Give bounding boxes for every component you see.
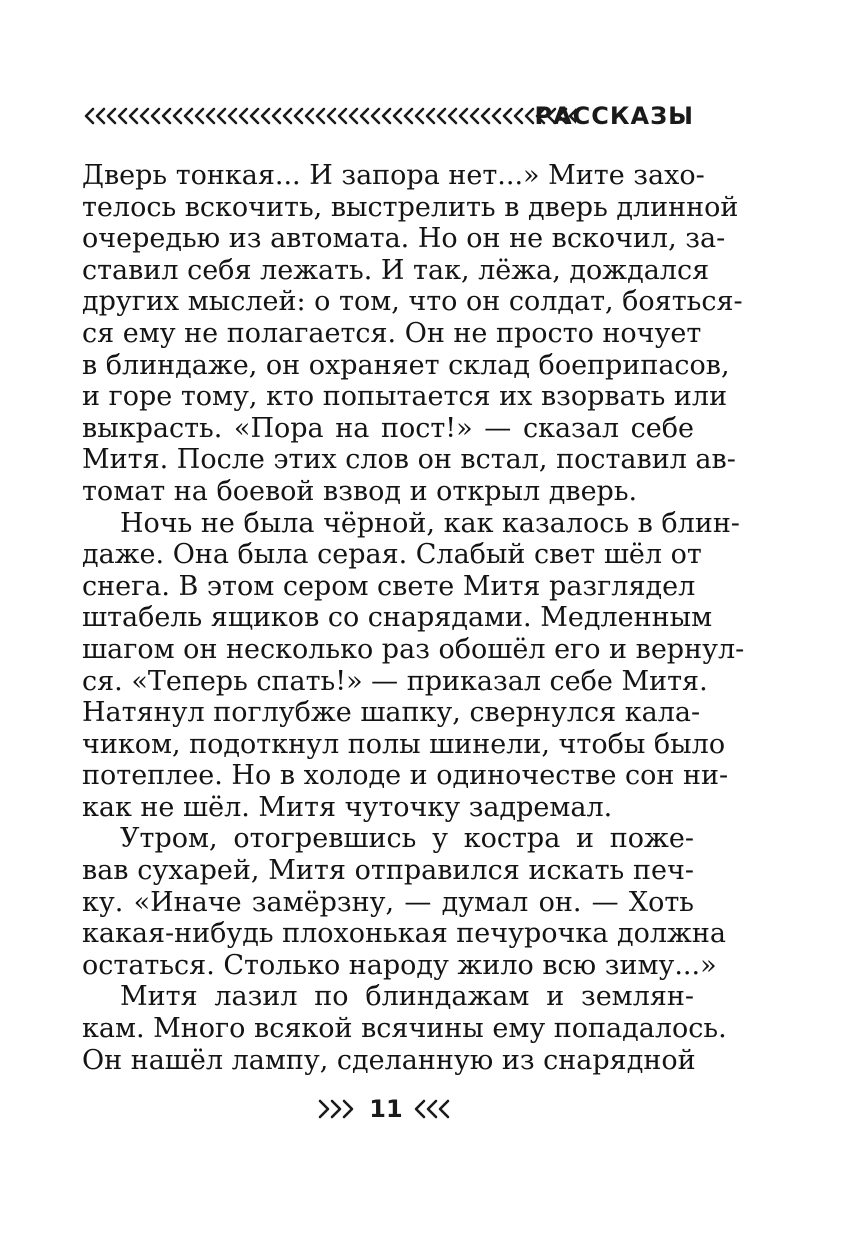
text-line: штабель ящиков со снарядами. Медленным bbox=[82, 602, 713, 634]
text-line: как не шёл. Митя чуточку задремал. bbox=[82, 791, 613, 823]
text-line: Ночь не была чёрной, как казалось в блин- bbox=[120, 507, 740, 539]
text-line: даже. Она была серая. Слабый свет шёл от bbox=[82, 539, 702, 571]
paragraph bbox=[82, 160, 743, 508]
text-line: ся ему не полагается. Он не просто ночует bbox=[82, 317, 702, 349]
text-line: Утром, отогревшись у костра и поже- bbox=[120, 823, 694, 855]
text-line: ку. «Иначе замёрзну, — думал он. — Хоть bbox=[82, 886, 694, 918]
text-line: Дверь тонкая... И запора нет...» Мите захо- bbox=[82, 160, 705, 191]
text-line: телось вскочить, выстрелить в дверь длинной bbox=[82, 191, 739, 223]
text-line: других мыслей: о том, что он солдат, бояться- bbox=[82, 286, 743, 318]
text-line: в блиндаже, он охраняет склад боеприпасов, bbox=[82, 349, 730, 381]
text-line: ся. «Теперь спать!» — приказал себе Митя. bbox=[82, 665, 708, 697]
page-number: 11 bbox=[369, 1095, 403, 1123]
text-line: очередью из автомата. Но он не вскочил, за- bbox=[82, 223, 726, 255]
text-line: кам. Много всякой всячины ему попадалось. bbox=[82, 1013, 727, 1045]
running-header bbox=[82, 100, 694, 132]
paragraph bbox=[82, 507, 745, 824]
text-line: ставил себя лежать. И так, лёжа, дождался bbox=[82, 254, 710, 286]
text-line: чиком, подоткнул полы шинели, чтобы было bbox=[82, 728, 726, 760]
paragraph bbox=[82, 823, 726, 981]
paragraph bbox=[82, 981, 727, 1076]
text-line: и горе тому, кто попытается их взорвать или bbox=[82, 381, 728, 413]
page-footer bbox=[318, 1093, 454, 1125]
text-line: Он нашёл лампу, сделанную из снарядной bbox=[82, 1044, 696, 1076]
text-line: вав сухарей, Митя отправился искать печ- bbox=[82, 855, 694, 887]
chevron-left-icon bbox=[410, 1098, 454, 1120]
text-line: какая-нибудь плохонькая печурочка должна bbox=[82, 918, 726, 950]
text-line: потеплее. Но в холоде и одиночестве сон ни- bbox=[82, 760, 729, 792]
text-line: остаться. Столько народу жило всю зиму...» bbox=[82, 949, 717, 981]
chevron-row-icon bbox=[82, 106, 576, 126]
text-line: Митя лазил по блиндажам и землян- bbox=[120, 981, 694, 1013]
section-title: РАССКАЗЫ bbox=[534, 102, 694, 130]
text-line: томат на боевой взвод и открыл дверь. bbox=[82, 475, 638, 507]
chevron-right-icon bbox=[318, 1098, 362, 1120]
text-line: снега. В этом сером свете Митя разглядел bbox=[82, 570, 696, 602]
text-line: шагом он несколько раз обошёл его и вернул- bbox=[82, 633, 745, 665]
body-text bbox=[82, 160, 745, 1076]
text-line: выкрасть. «Пора на пост!» — сказал себе bbox=[82, 412, 694, 444]
text-line: Митя. После этих слов он встал, поставил ав- bbox=[82, 444, 736, 476]
text-line: Натянул поглубже шапку, свернулся кала- bbox=[82, 697, 701, 729]
